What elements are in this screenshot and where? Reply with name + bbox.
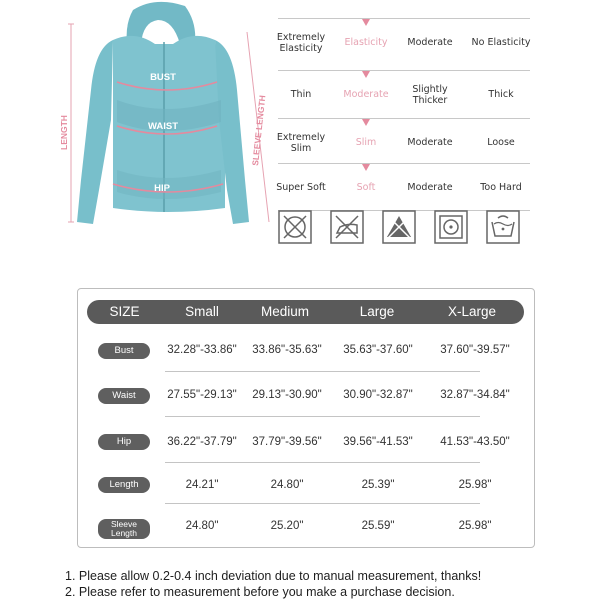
property-option: Moderate [407,137,453,148]
property-option: Loose [487,137,515,148]
size-value: 37.60"-39.57" [440,344,510,356]
row-divider [165,503,480,504]
row-divider [165,416,480,417]
property-option: Thin [290,89,312,100]
size-value: 30.90"-32.87" [343,389,413,401]
waist-label: WAIST [147,121,179,132]
note-deviation: 1. Please allow 0.2-0.4 inch deviation due to manual measurement, thanks! [65,569,482,583]
size-value: 25.59" [361,520,395,532]
row-label-sleeve-line1: Sleeve [111,519,137,529]
header-medium: Medium [260,304,309,319]
size-value: 39.56"-41.53" [343,436,413,448]
property-option: Elasticity [344,37,388,48]
property-option: Slightly Thicker [412,83,448,106]
row-label-hip: Hip [98,434,150,450]
size-value: 25.39" [361,479,395,491]
size-value: 24.80" [270,479,304,491]
property-option: Moderate [407,37,453,48]
size-value: 27.55"-29.13" [167,389,237,401]
row-divider [165,462,480,463]
size-value: 29.13"-30.90" [252,389,322,401]
size-value: 25.20" [270,520,304,532]
row-label-length: Length [98,477,150,493]
row-label-waist: Waist [98,388,150,404]
header-size: SIZE [109,304,140,319]
row-label-sleeve-length [98,519,150,539]
property-option: Moderate [407,182,453,193]
property-option: Too Hard [480,182,522,193]
no-bleach-icon [382,210,416,244]
size-value: 33.86"-35.63" [252,344,322,356]
tumble-dry-icon [434,210,468,244]
size-value: 32.28"-33.86" [167,344,237,356]
row-divider [165,371,480,372]
header-small: Small [185,304,219,319]
size-value: 24.21" [185,479,219,491]
header-large: Large [359,304,395,319]
size-value: 25.98" [458,520,492,532]
size-chart-header [87,300,524,324]
property-option: Moderate [343,89,389,100]
length-label: LENGTH [59,115,69,150]
property-option: Slim [355,137,377,148]
property-option: Super Soft [276,182,326,193]
size-value: 32.87"-34.84" [440,389,510,401]
property-option: Extremely Elasticity [276,31,326,54]
size-value: 24.80" [185,520,219,532]
hand-wash-icon [486,210,520,244]
property-option: Soft [356,182,376,193]
size-value: 36.22"-37.79" [167,436,237,448]
header-x-large: X-Large [447,304,497,319]
hip-label: HIP [154,183,170,194]
bust-label: BUST [150,72,176,83]
no-wash-icon [278,210,312,244]
size-value: 41.53"-43.50" [440,436,510,448]
row-label-sleeve-line2: Length [111,528,137,538]
size-chart-panel [77,288,535,548]
property-option: Thick [488,89,514,100]
note-refer: 2. Please refer to measurement before you make a purchase decision. [65,585,455,599]
sleeve-length-label: SLEEVE LENGTH [250,94,268,167]
property-option: No Elasticity [471,37,531,48]
size-value: 35.63"-37.60" [343,344,413,356]
property-option: Extremely Slim [276,131,326,154]
size-value: 25.98" [458,479,492,491]
size-value: 37.79"-39.56" [252,436,322,448]
no-iron-icon [330,210,364,244]
row-label-bust: Bust [98,343,150,359]
jacket-illustration [55,0,280,232]
